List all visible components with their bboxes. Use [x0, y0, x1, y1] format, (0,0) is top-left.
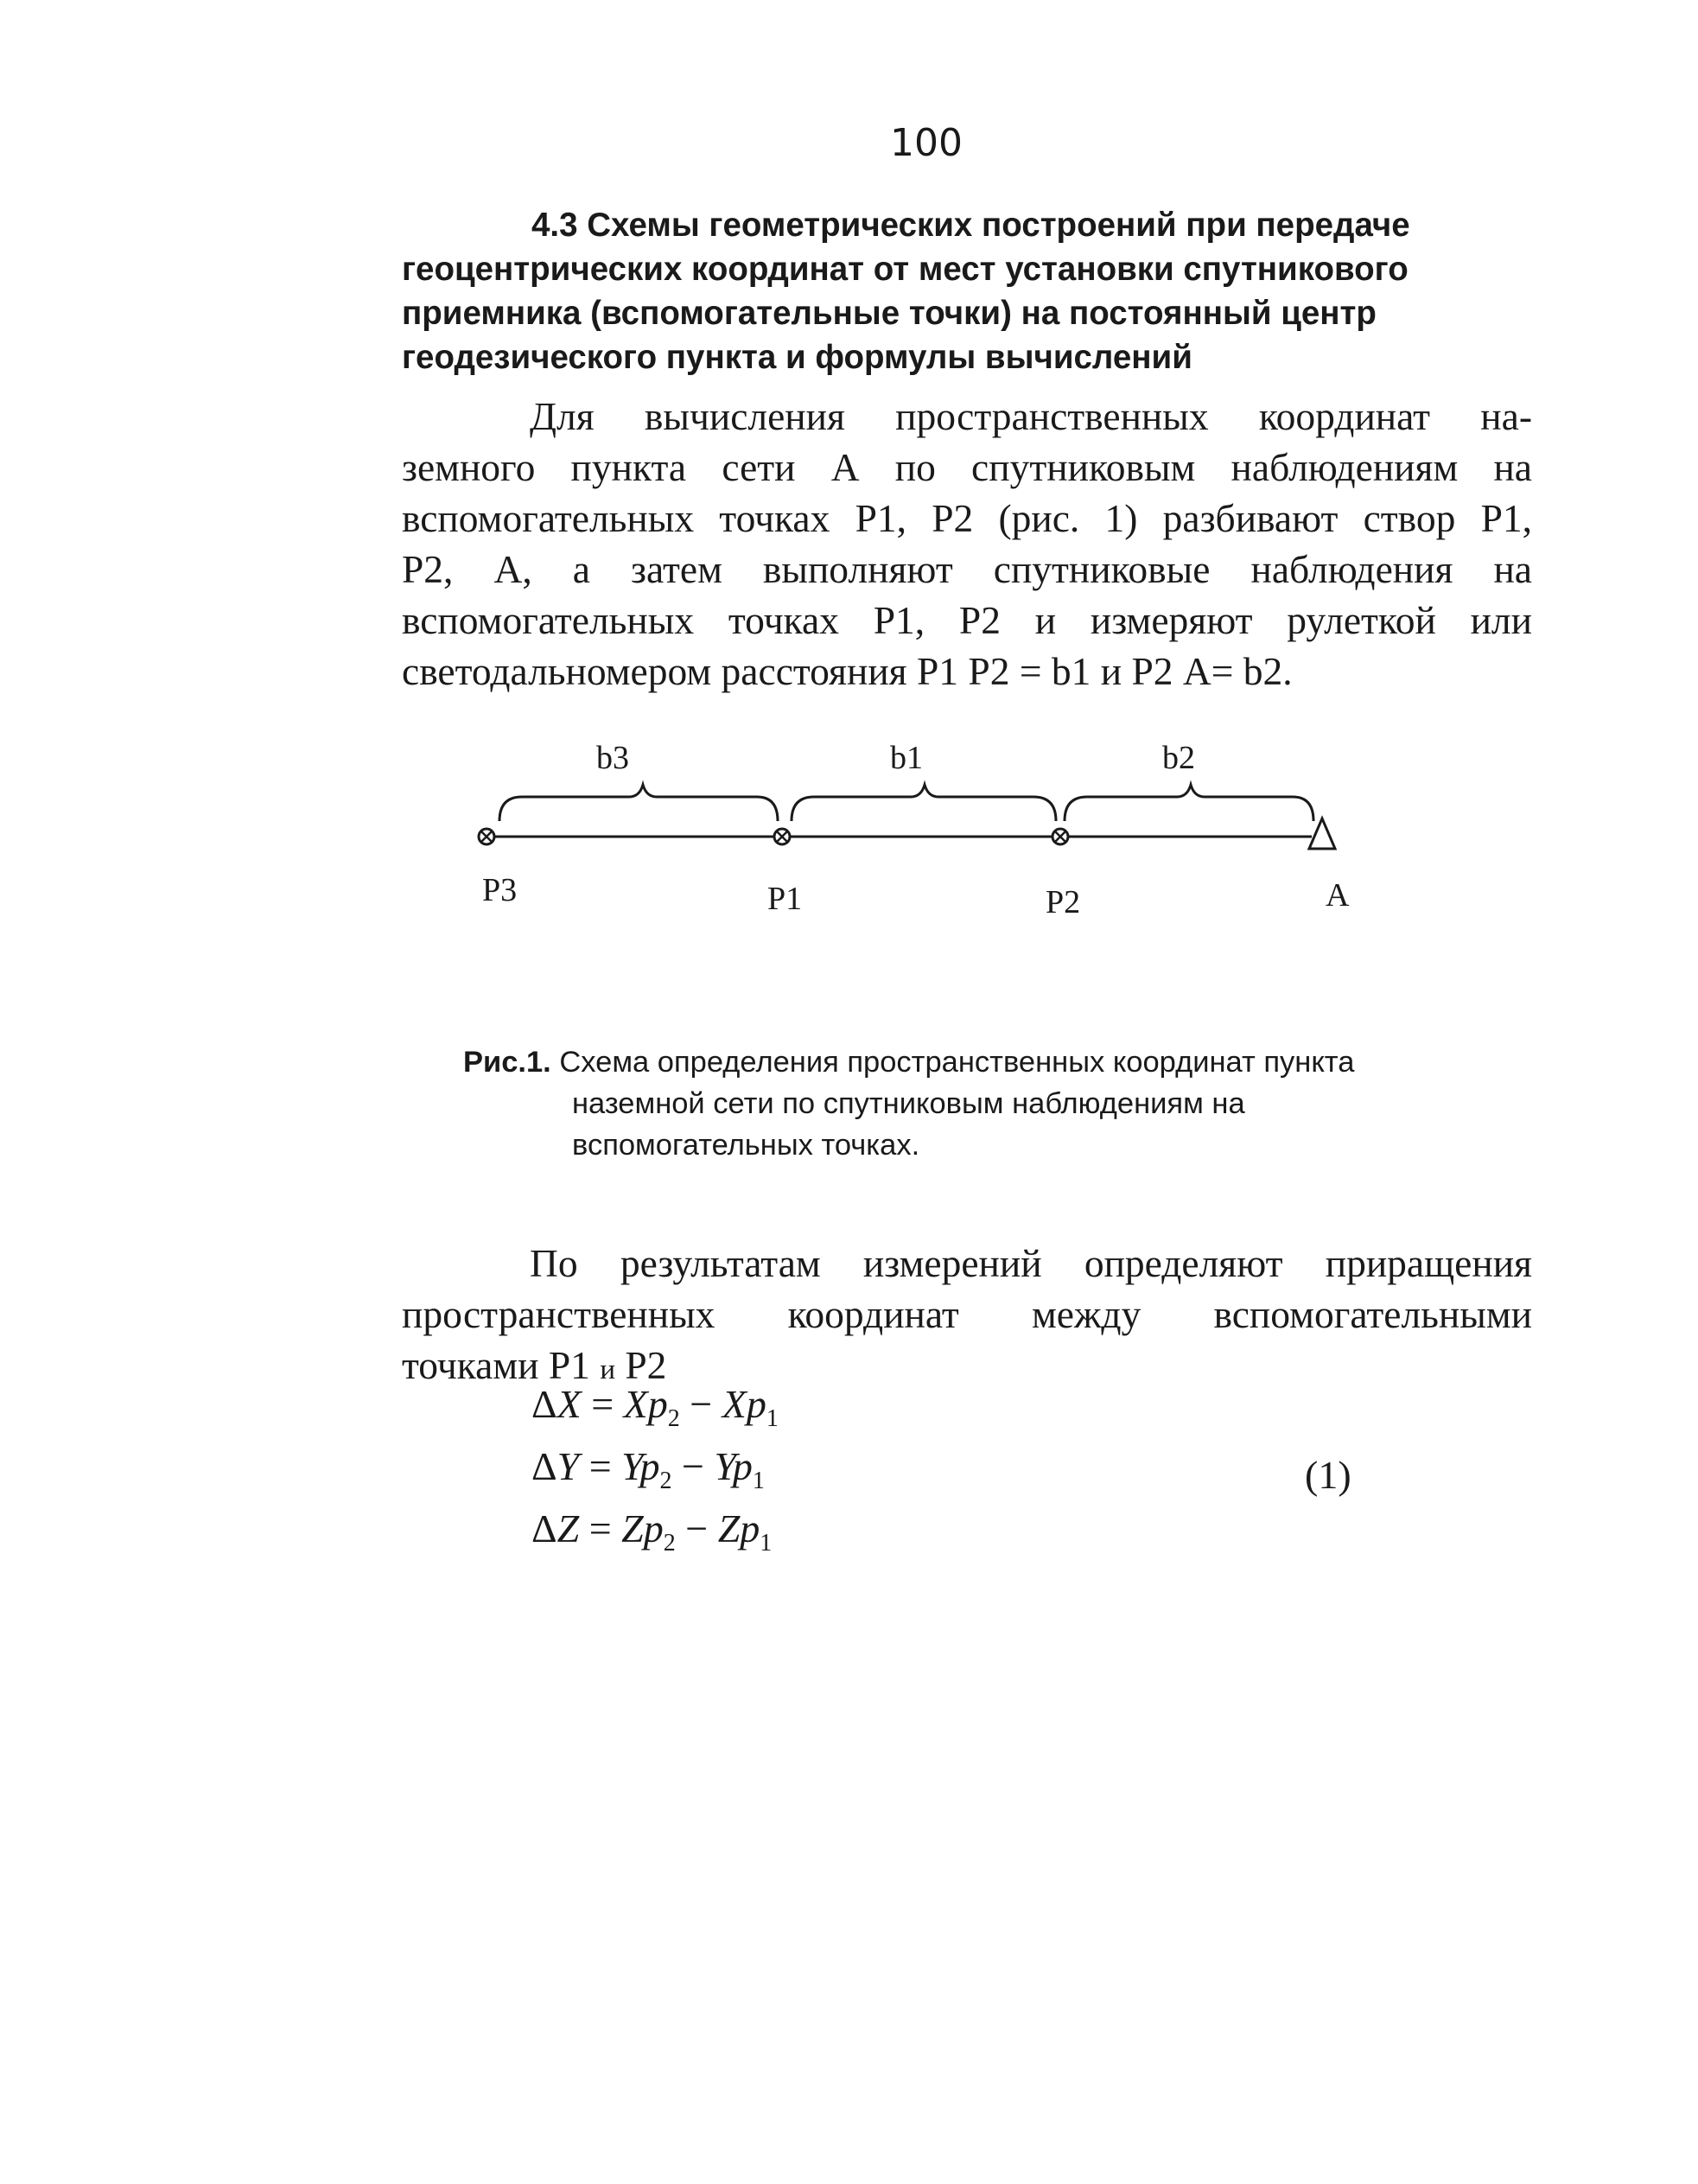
label-p2: P2	[1046, 884, 1081, 920]
heading-line: геоцентрических координат от мест установки спутникового	[402, 251, 1409, 288]
formula-dy	[531, 1443, 765, 1494]
paragraph-intro	[402, 391, 1532, 697]
formula-term: Xp	[722, 1382, 766, 1426]
formula-subscript: 1	[752, 1468, 765, 1494]
caption-line	[463, 1041, 1466, 1083]
paragraph-line: По результатам измерений определяют приращения	[530, 1241, 1532, 1285]
label-b1: b1	[890, 740, 923, 776]
heading-line: приемника (вспомогательные точки) на постоянный центр	[402, 295, 1377, 332]
equation-number: (1)	[1305, 1453, 1351, 1497]
equals-sign: =	[579, 1506, 622, 1550]
formula-subscript: 2	[663, 1530, 676, 1557]
equals-sign: =	[581, 1382, 624, 1426]
caption-line: наземной сети по спутниковым наблюдениям на	[572, 1087, 1245, 1120]
paragraph-line: Для вычисления пространственных координат на-	[530, 394, 1532, 438]
label-p1: P1	[767, 881, 803, 917]
brace-b1	[792, 785, 1056, 821]
formula-dx	[531, 1381, 779, 1432]
minus-sign: −	[675, 1506, 718, 1550]
paragraph-line-conj: и	[600, 1354, 615, 1385]
paragraph-line: Р2, А, а затем выполняют спутниковые наблюдения на	[402, 547, 1532, 591]
delta-symbol: Δ	[531, 1382, 557, 1426]
heading-line: геодезического пункта и формулы вычислений	[402, 339, 1192, 376]
formula-subscript: 2	[667, 1405, 680, 1432]
formula-lhs: Z	[556, 1506, 580, 1550]
minus-sign: −	[671, 1444, 715, 1488]
heading-line: 4.3 Схемы геометрических построений при передаче	[531, 207, 1410, 244]
brace-b2	[1065, 785, 1313, 821]
brace-b3	[499, 785, 778, 821]
formula-subscript: 1	[766, 1405, 779, 1432]
paragraph-line-suffix: Р2	[625, 1343, 667, 1387]
minus-sign: −	[679, 1382, 722, 1426]
paragraph-line: вспомогательных точках Р1, Р2 (рис. 1) разбивают створ Р1,	[402, 496, 1532, 540]
paragraph-line: светодальномером расстояния Р1 Р2 = b1 и Р2 А= b2.	[402, 649, 1293, 693]
paragraph-line: земного пункта сети А по спутниковым наблюдениям на	[402, 445, 1532, 489]
section-heading	[402, 203, 1551, 379]
formula-lhs: X	[556, 1382, 582, 1426]
point-p1-icon	[774, 829, 790, 844]
delta-symbol: Δ	[531, 1444, 557, 1488]
page-number: 100	[890, 121, 963, 165]
formula-dz	[531, 1506, 773, 1557]
label-p3: P3	[482, 872, 518, 908]
formula-term: Zp	[717, 1506, 760, 1550]
label-a: A	[1326, 877, 1350, 914]
formula-subscript: 2	[659, 1468, 672, 1494]
formula-term: Yp	[621, 1444, 660, 1488]
formula-lhs: Y	[556, 1444, 580, 1488]
paragraph-line: вспомогательных точках Р1, Р2 и измеряют рулеткой или	[402, 598, 1532, 642]
caption-lead: Рис.1.	[463, 1046, 551, 1079]
paragraph-line: пространственных координат между вспомогательными	[402, 1292, 1532, 1336]
formula-subscript: 1	[760, 1530, 773, 1557]
figure-caption	[463, 1041, 1466, 1166]
formula-term: Zp	[621, 1506, 664, 1550]
paragraph-line-prefix: точками Р1	[402, 1343, 590, 1387]
label-b3: b3	[596, 740, 629, 776]
paragraph-results	[402, 1238, 1532, 1396]
equals-sign: =	[579, 1444, 622, 1488]
caption-text: Схема определения пространственных координат пункта	[550, 1046, 1355, 1079]
delta-symbol: Δ	[531, 1506, 557, 1550]
formula-term: Xp	[623, 1382, 668, 1426]
point-p3-icon	[479, 829, 494, 844]
caption-line: вспомогательных точках.	[572, 1129, 920, 1162]
label-b2: b2	[1162, 740, 1195, 776]
formula-term: Yp	[714, 1444, 753, 1488]
point-a-triangle-icon	[1309, 818, 1335, 849]
point-p2-icon	[1053, 829, 1068, 844]
